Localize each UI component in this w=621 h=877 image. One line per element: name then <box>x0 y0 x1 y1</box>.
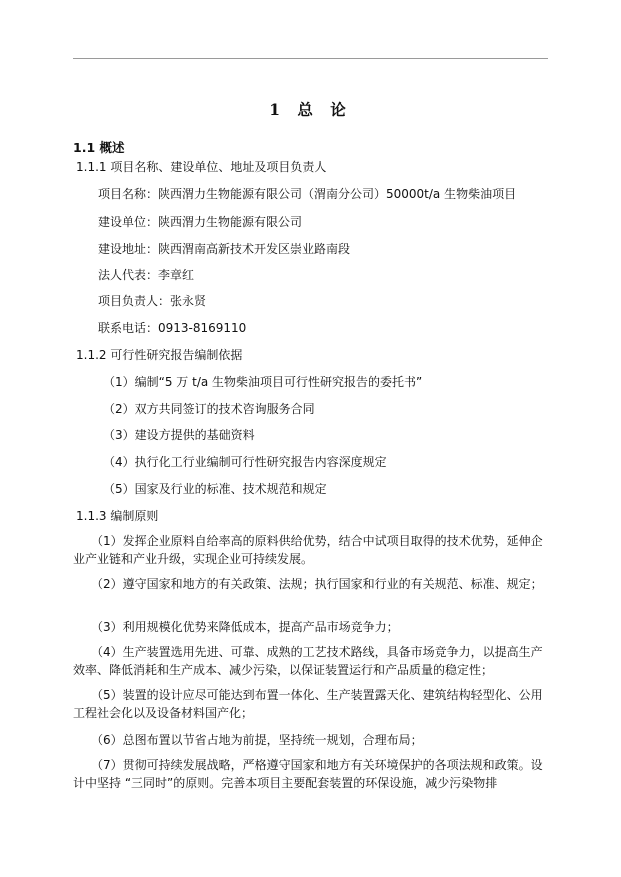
header-rule <box>73 58 548 59</box>
basis-item: （5）国家及行业的标准、技术规范和规定 <box>103 482 327 496</box>
project-name: 项目名称：陕西渭力生物能源有限公司（渭南分公司）50000t/a 生物柴油项目 <box>98 187 517 201</box>
basis-item: （4）执行化工行业编制可行性研究报告内容深度规定 <box>103 455 387 469</box>
basis-item: （1）编制“5 万 t/a 生物柴油项目可行性研究报告的委托书” <box>103 375 423 389</box>
principle-item: （3）利用规模化优势来降低成本，提高产品市场竞争力； <box>91 620 399 634</box>
chapter-title: 1 总 论 <box>269 100 352 119</box>
principle-item: （4）生产装置选用先进、可靠、成熟的工艺技术路线，具备市场竞争力，以提高生产效率、降低消耗和生产成本、减少污染，以保证装置运行和产品质量的稳定性； <box>73 645 543 677</box>
principle-item: （6）总图布置以节省占地为前提，坚持统一规划，合理布局； <box>91 733 423 747</box>
basis-item: （2）双方共同签订的技术咨询服务合同 <box>103 402 315 416</box>
principle-item: （7）贯彻可持续发展战略，严格遵守国家和地方有关环境保护的各项法规和政策。设计中坚持 “三同时”的原则。完善本项目主要配套装置的环保设施，减少污染物排 <box>73 758 543 790</box>
construction-unit: 建设单位：陕西渭力生物能源有限公司 <box>98 215 303 229</box>
subsection-heading: 1.1.2 可行性研究报告编制依据 <box>76 348 243 362</box>
basis-item: （3）建设方提供的基础资料 <box>103 428 255 442</box>
section-heading: 1.1 概述 <box>73 140 125 155</box>
principle-item: （5）装置的设计应尽可能达到布置一体化、生产装置露天化、建筑结构轻型化、公用工程社会化以及设备材料国产化； <box>73 688 543 720</box>
legal-representative: 法人代表：李章红 <box>98 268 195 282</box>
contact-phone: 联系电话：0913-8169110 <box>98 321 247 335</box>
principle-item: （2）遵守国家和地方的有关政策、法规；执行国家和行业的有关规范、标准、规定； <box>91 577 543 591</box>
subsection-heading: 1.1.1 项目名称、建设单位、地址及项目负责人 <box>76 160 327 174</box>
project-leader: 项目负责人：张永贤 <box>98 294 207 308</box>
principle-item: （1）发挥企业原料自给率高的原料供给优势，结合中试项目取得的技术优势，延伸企业产业链和产业升级，实现企业可持续发展。 <box>73 534 543 566</box>
subsection-heading: 1.1.3 编制原则 <box>76 509 159 523</box>
construction-address: 建设地址：陕西渭南高新技术开发区崇业路南段 <box>98 242 351 256</box>
